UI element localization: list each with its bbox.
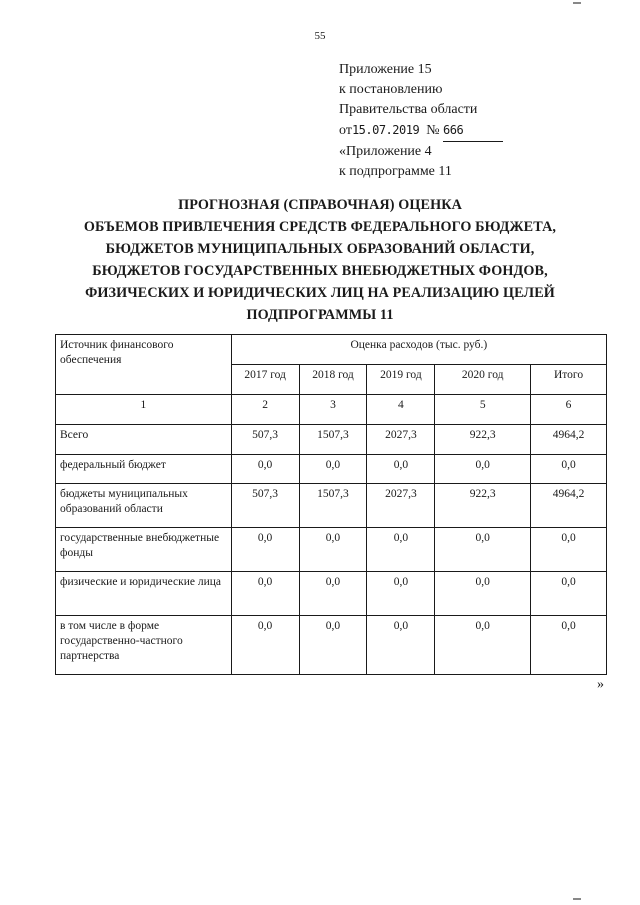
number-prefix: № xyxy=(426,123,440,138)
title-line: ФИЗИЧЕСКИХ И ЮРИДИЧЕСКИХ ЛИЦ НА РЕАЛИЗАЦИЮ ЦЕЛЕЙ xyxy=(85,285,555,301)
row-value: 1507,3 xyxy=(299,425,367,455)
row-value: 0,0 xyxy=(231,455,299,484)
column-number: 4 xyxy=(367,395,435,425)
row-label: государственные внебюджетные фонды xyxy=(56,528,232,572)
document-title xyxy=(40,194,600,326)
row-label: федеральный бюджет xyxy=(56,455,232,484)
closing-quote: » xyxy=(597,677,604,692)
table-row xyxy=(56,425,607,455)
column-number-row xyxy=(56,395,607,425)
table-row xyxy=(56,484,607,528)
row-label: в том числе в форме государственно-частного партнерства xyxy=(56,616,232,675)
row-total: 0,0 xyxy=(531,572,607,616)
row-value: 0,0 xyxy=(367,455,435,484)
row-value: 0,0 xyxy=(299,616,367,675)
financing-table xyxy=(55,334,607,675)
row-label: бюджеты муниципальных образований области xyxy=(56,484,232,528)
column-number: 6 xyxy=(531,395,607,425)
row-value: 0,0 xyxy=(367,572,435,616)
row-value: 0,0 xyxy=(299,455,367,484)
row-value: 0,0 xyxy=(435,616,531,675)
column-number: 5 xyxy=(435,395,531,425)
row-value: 2027,3 xyxy=(367,484,435,528)
appendix-block xyxy=(339,60,503,182)
row-value: 2027,3 xyxy=(367,425,435,455)
row-value: 0,0 xyxy=(435,528,531,572)
appendix-date-line xyxy=(339,120,503,142)
row-label: Всего xyxy=(56,425,232,455)
table-row xyxy=(56,455,607,484)
row-total: 4964,2 xyxy=(531,484,607,528)
column-number: 3 xyxy=(299,395,367,425)
resolution-number-field xyxy=(443,120,503,142)
total-header: Итого xyxy=(531,365,607,395)
title-line: ОБЪЕМОВ ПРИВЛЕЧЕНИЯ СРЕДСТВ ФЕДЕРАЛЬНОГО БЮДЖЕТА, xyxy=(83,219,557,235)
year-header: 2020 год xyxy=(435,365,531,395)
appendix-line: к подпрограмме 11 xyxy=(339,164,452,179)
row-value: 0,0 xyxy=(435,455,531,484)
title-line: БЮДЖЕТОВ МУНИЦИПАЛЬНЫХ ОБРАЗОВАНИЙ ОБЛАСТИ, xyxy=(105,241,535,257)
year-header: 2018 год xyxy=(299,365,367,395)
column-number: 1 xyxy=(56,395,232,425)
row-value: 0,0 xyxy=(231,572,299,616)
row-value: 0,0 xyxy=(367,528,435,572)
scan-mark xyxy=(573,2,581,4)
row-total: 0,0 xyxy=(531,455,607,484)
row-value: 507,3 xyxy=(231,425,299,455)
row-total: 4964,2 xyxy=(531,425,607,455)
title-line: БЮДЖЕТОВ ГОСУДАРСТВЕННЫХ ВНЕБЮДЖЕТНЫХ ФОНДОВ, xyxy=(92,263,548,279)
resolution-number: 666 xyxy=(443,123,464,137)
resolution-date: 15.07.2019 xyxy=(351,123,420,137)
year-header: 2019 год xyxy=(367,365,435,395)
title-line: ПРОГНОЗНАЯ (СПРАВОЧНАЯ) ОЦЕНКА xyxy=(178,197,462,213)
row-value: 922,3 xyxy=(435,425,531,455)
appendix-line: к постановлению xyxy=(339,82,443,97)
row-value: 922,3 xyxy=(435,484,531,528)
scan-mark xyxy=(573,898,581,900)
column-number: 2 xyxy=(231,395,299,425)
source-header: Источник финансового обеспечения xyxy=(56,335,232,395)
row-label: физические и юридические лица xyxy=(56,572,232,616)
appendix-line: «Приложение 4 xyxy=(339,144,432,159)
table-row xyxy=(56,616,607,675)
estimate-header: Оценка расходов (тыс. руб.) xyxy=(231,335,606,365)
row-value: 0,0 xyxy=(231,528,299,572)
row-value: 507,3 xyxy=(231,484,299,528)
from-prefix: от xyxy=(339,123,352,138)
appendix-line: Приложение 15 xyxy=(339,62,432,77)
row-value: 0,0 xyxy=(299,528,367,572)
title-line: ПОДПРОГРАММЫ 11 xyxy=(246,307,394,323)
row-total: 0,0 xyxy=(531,528,607,572)
row-value: 0,0 xyxy=(435,572,531,616)
year-header: 2017 год xyxy=(231,365,299,395)
row-value: 1507,3 xyxy=(299,484,367,528)
page-number: 55 xyxy=(314,30,326,42)
table-row xyxy=(56,528,607,572)
row-value: 0,0 xyxy=(231,616,299,675)
table-header-row xyxy=(56,335,607,365)
row-value: 0,0 xyxy=(367,616,435,675)
row-total: 0,0 xyxy=(531,616,607,675)
appendix-line: Правительства области xyxy=(339,102,478,117)
row-value: 0,0 xyxy=(299,572,367,616)
table-row xyxy=(56,572,607,616)
